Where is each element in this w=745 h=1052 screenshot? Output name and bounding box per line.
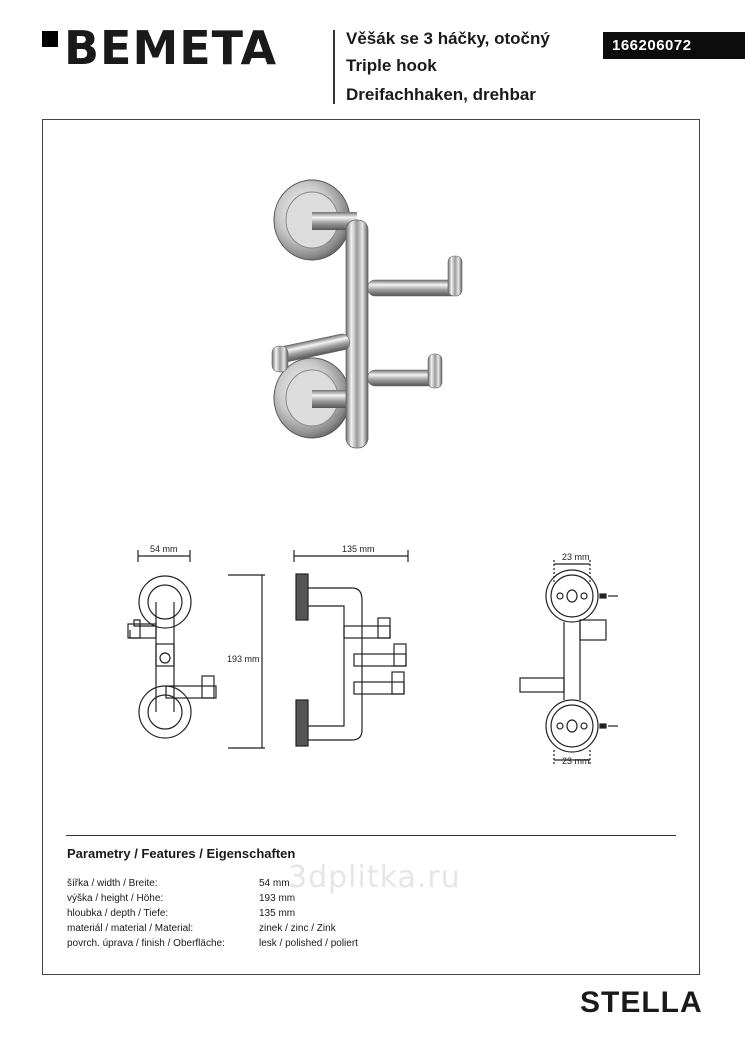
rosette-bottom-dimension-label: 23 mm	[562, 756, 590, 766]
back-view-drawing	[510, 550, 635, 770]
product-title-en: Triple hook	[346, 56, 437, 75]
title-divider	[333, 30, 335, 104]
parameter-value: 193 mm	[259, 893, 296, 904]
product-photo	[260, 170, 480, 460]
parameter-row	[67, 923, 487, 938]
width-dimension-label: 54 mm	[150, 544, 178, 554]
rosette-top-dimension-label: 23 mm	[562, 552, 590, 562]
logo-square-mark	[42, 31, 58, 47]
parameter-value: zinek / zinc / Zink	[259, 923, 336, 934]
parameter-label: výška / height / Höhe:	[67, 893, 164, 904]
parameters-table	[67, 878, 487, 953]
brand-name: BEMETA	[64, 21, 278, 75]
parameter-row	[67, 878, 487, 893]
height-dimension-label: 193 mm	[227, 654, 260, 664]
parameter-label: hloubka / depth / Tiefe:	[67, 908, 169, 919]
brand-logo	[42, 21, 294, 75]
parameter-label: povrch. úprava / finish / Oberfläche:	[67, 938, 225, 949]
series-name: STELLA	[580, 986, 703, 1019]
product-title-de: Dreifachhaken, drehbar	[346, 85, 536, 104]
parameter-row	[67, 908, 487, 923]
watermark: 3dplitka.ru	[288, 860, 461, 895]
product-code-badge: 166206072	[603, 32, 745, 59]
parameter-row	[67, 893, 487, 908]
parameter-value: lesk / polished / poliert	[259, 938, 358, 949]
parameter-label: šířka / width / Breite:	[67, 878, 158, 889]
front-view-drawing	[110, 540, 290, 760]
parameter-value: 135 mm	[259, 908, 296, 919]
depth-dimension-label: 135 mm	[342, 544, 375, 554]
parameter-row	[67, 938, 487, 953]
parameters-divider	[66, 835, 676, 836]
parameter-label: materiál / material / Material:	[67, 923, 194, 934]
product-title-cz: Věšák se 3 háčky, otočný	[346, 29, 550, 48]
parameters-heading: Parametry / Features / Eigenschaften	[67, 846, 296, 861]
parameter-value: 54 mm	[259, 878, 290, 889]
side-view-drawing	[290, 540, 415, 760]
